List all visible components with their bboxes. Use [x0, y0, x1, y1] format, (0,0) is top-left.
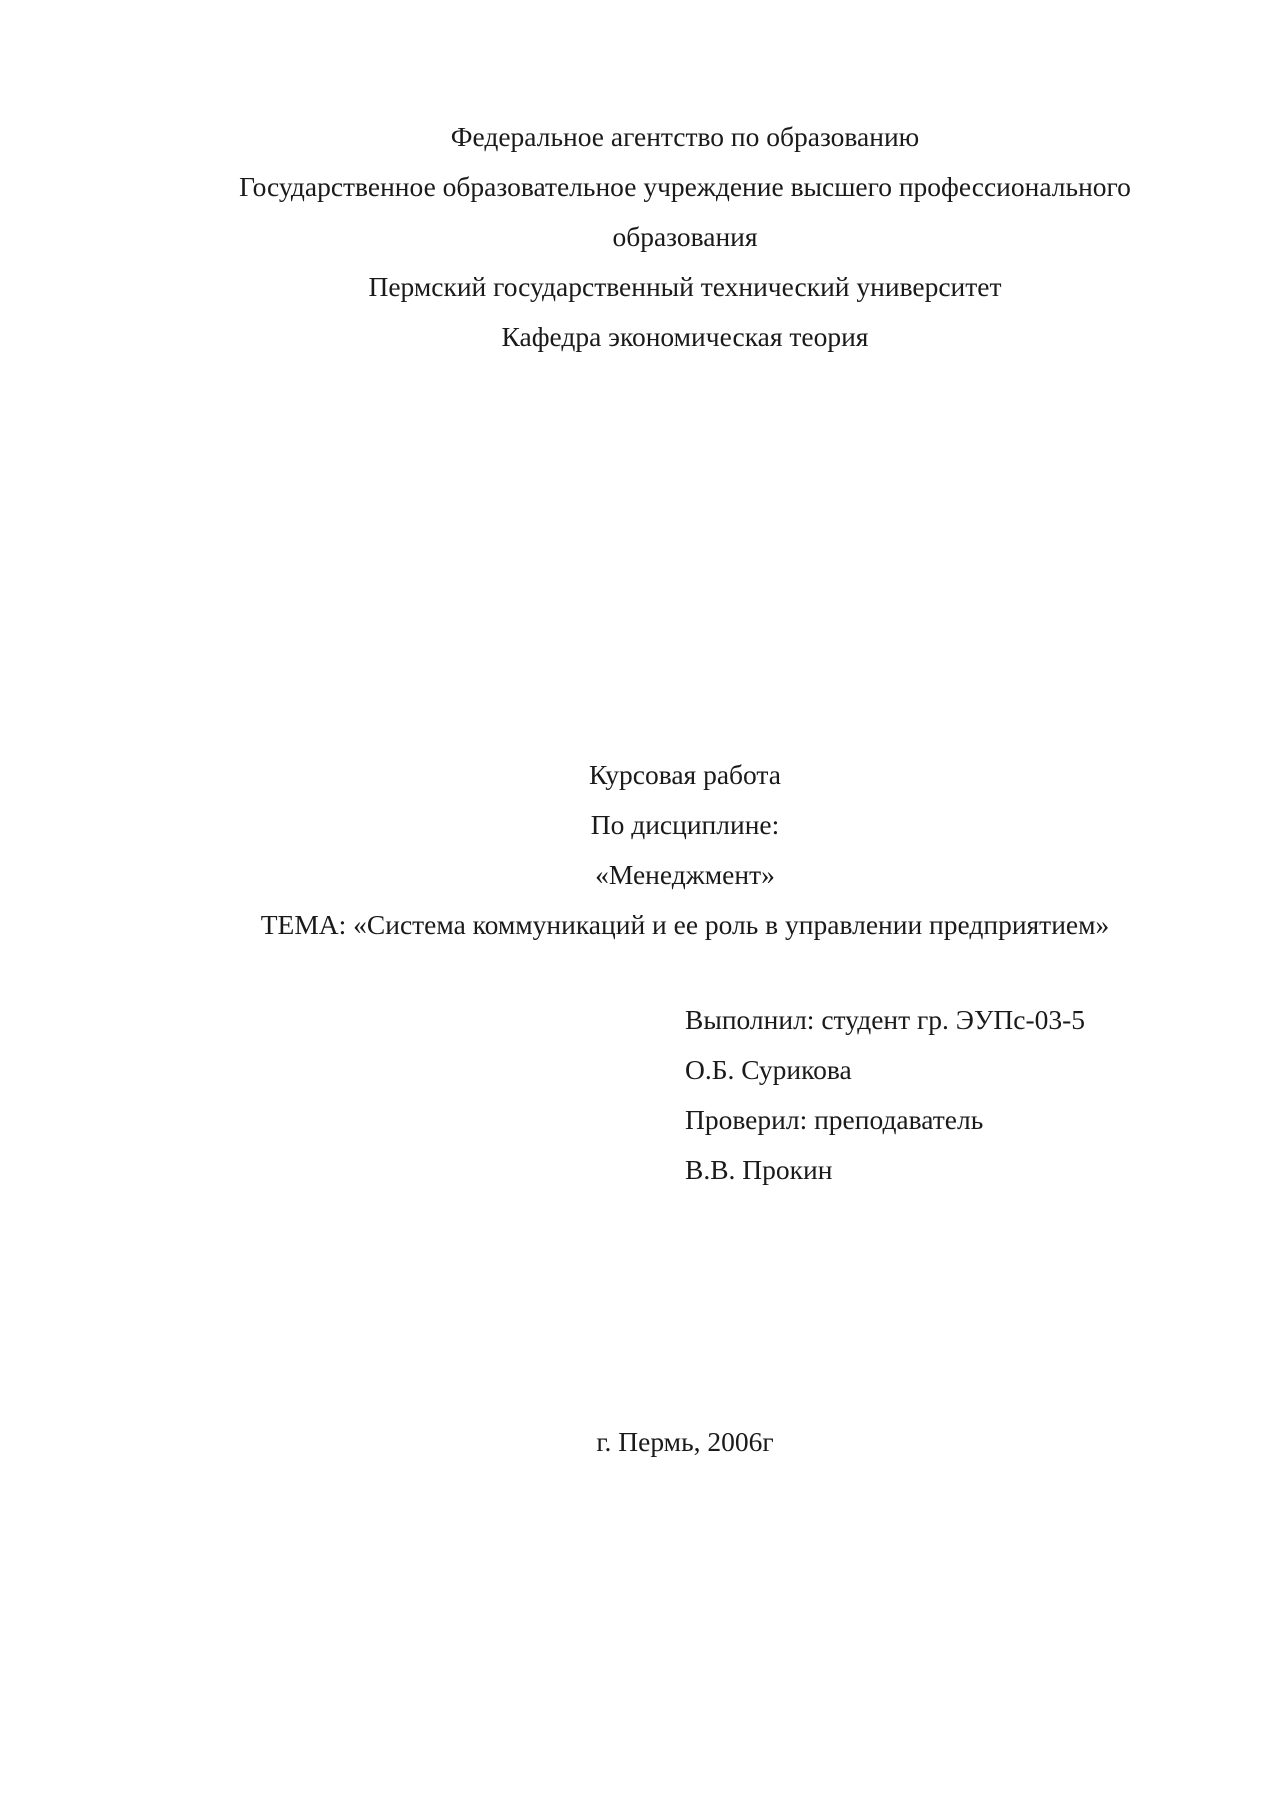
header-university: Пермский государственный технический университет: [368, 271, 1002, 302]
header-department: Кафедра экономическая теория: [501, 321, 869, 352]
student-name: О.Б. Сурикова: [685, 1054, 852, 1085]
header-institution-cont: образования: [612, 221, 758, 252]
checked-by: Проверил: преподаватель: [685, 1104, 984, 1135]
discipline-label: По дисциплине:: [590, 809, 780, 840]
performed-by: Выполнил: студент гр. ЭУПс-03-5: [685, 1004, 1086, 1035]
teacher-name: В.В. Прокин: [685, 1154, 833, 1185]
topic: ТЕМА: «Система коммуникаций и ее роль в управлении предприятием»: [260, 909, 1110, 940]
city-year: г. Пермь, 2006г: [596, 1426, 774, 1457]
discipline-name: «Менеджмент»: [595, 859, 775, 890]
work-type: Курсовая работа: [589, 759, 781, 790]
header-institution: Государственное образовательное учреждение высшего профессионального: [239, 171, 1131, 202]
header-agency: Федеральное агентство по образованию: [450, 121, 920, 152]
